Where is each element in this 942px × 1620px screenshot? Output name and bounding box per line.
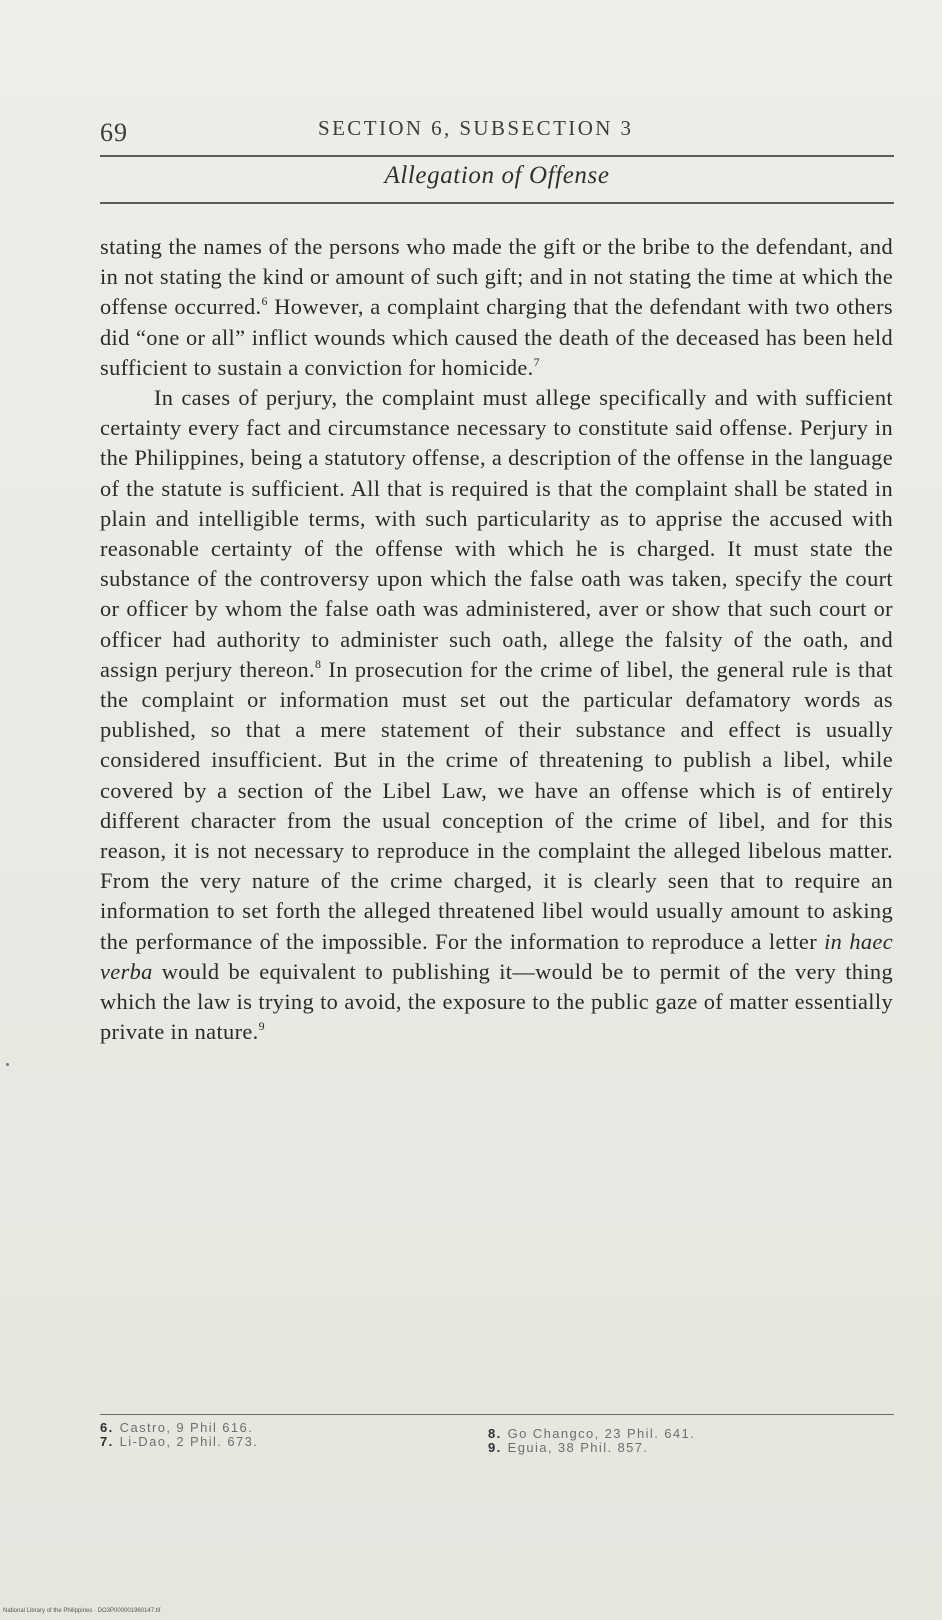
footnote-9: 9. Eguia, 38 Phil. 857.	[488, 1440, 649, 1455]
paragraph-1-text-b: However, a complaint charging that the defendant with two others did “one or all” inflict wounds which caused the death of the deceased has been held sufficient to sustain a conviction for homicide.	[100, 294, 893, 380]
paragraph-2-text-c: would be equivalent to publishing it—would be to permit of the very thing which the law is trying to avoid, the exposure to the public gaze of matter essentially private in nature.	[100, 958, 893, 1045]
paragraph-1-text-a: stating the names of the persons who made the gift or the bribe to the defendant, and in not stating the kind or amount of such gift; and in not stating the time at which the offense occurred.	[100, 234, 893, 320]
latin-phrase: in haec verba	[100, 928, 893, 984]
footnote-8: 8. Go Changco, 23 Phil. 641.	[488, 1426, 696, 1441]
paragraph-2-text-b: In prosecution for the crime of libel, the general rule is that the complaint or information must set out the particular defamatory words as published, so that a mere statement of their substance and effect is usually considered insufficient. But in the crime of threatening to publish a libel, while covered by a section of the Libel Law, we have an offense which is of entirely different character from the usual conception of the crime of libel, and for this reason, it is not necessary to reproduce in the complaint the alleged libelous matter. From the very nature of the crime charged, it is clearly seen that to require an information to set forth the alleged threatened libel would usually amount to asking the performance of the impossible. For the information to reproduce a letter	[100, 656, 893, 954]
paragraph-2	[100, 383, 893, 1047]
paragraph-2-text-a: In cases of perjury, the complaint must allege specifically and with sufficient certainty every fact and circumstance necessary to constitute said offense. Perjury in the Philippines, being a statutory offense, a description of the offense in the language of the statute is sufficient. All that is required is that the complaint shall be stated in plain and intelligible terms, with such particularity as to apprise the accused with reasonable certainty of the offense with which he is charged. It must state the substance of the controversy upon which the false oath was taken, specify the court or officer by whom the false oath was administered, aver or show that such court or officer had authority to administer such oath, allege the falsity of the oath, and assign perjury thereon.	[100, 385, 893, 682]
footnote-ref-8: 8	[314, 656, 322, 671]
footnote-ref-7: 7	[533, 354, 540, 369]
body-text	[100, 232, 893, 1047]
running-header	[96, 114, 896, 154]
section-title: SECTION 6, SUBSECTION 3	[318, 116, 634, 140]
page-number: 69	[100, 118, 128, 147]
paragraph-1	[100, 232, 893, 383]
footnote-7: 7. Li-Dao, 2 Phil. 673.	[100, 1434, 259, 1449]
header-rule-bottom	[100, 202, 894, 204]
footnote-ref-9: 9	[258, 1019, 265, 1034]
footnote-ref-6: 6	[261, 294, 268, 309]
scan-caption: National Library of the Philippines · DO3P000001960147.tif	[3, 1608, 161, 1614]
footnote-6: 6. Castro, 9 Phil 616.	[100, 1420, 254, 1435]
subtitle: Allegation of Offense	[384, 162, 610, 189]
footnote-rule	[100, 1414, 894, 1415]
scan-speck	[6, 1063, 9, 1066]
header-rule-top	[100, 155, 894, 157]
